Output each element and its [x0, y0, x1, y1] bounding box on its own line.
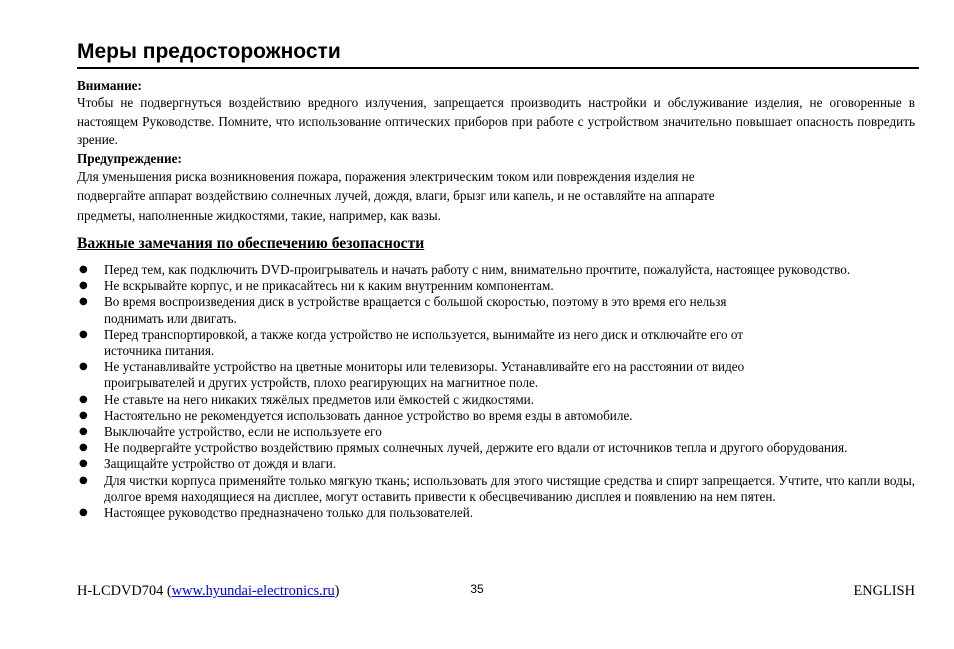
bullet-icon: ●: [79, 507, 88, 519]
document-body: [77, 77, 915, 521]
bullet-icon: ●: [79, 458, 88, 470]
list-item: [77, 505, 915, 521]
list-item-text: Перед транспортировкой, а также когда устройство не используется, вынимайте из него диск и отключайте его от источника питания.: [104, 326, 744, 359]
attention-heading: Внимание:: [77, 78, 142, 93]
website-link[interactable]: www.hyundai-electronics.ru: [171, 583, 335, 599]
warning-line: подвергайте аппарат воздействию солнечных лучей, дождя, влаги, брызг или капель, и не оставляйте на аппарате: [77, 188, 715, 203]
list-item-text: Не устанавливайте устройство на цветные мониторы или телевизоры. Устанавливайте его на расстоянии от видео проигрывателей и других устройств, плохо реагирующих на магнитное поле.: [104, 359, 745, 391]
bullet-icon: ●: [79, 264, 88, 275]
safety-section-title: Важные замечания по обеспечению безопасности: [77, 235, 425, 252]
list-item: [77, 473, 915, 505]
list-item: [77, 359, 915, 391]
bullet-icon: ●: [79, 426, 88, 438]
list-item-text: Для чистки корпуса применяйте только мягкую ткань; использовать для этого чистящие средства и спирт запрещается. Учтите, что капли воды, долгое время находящиеся на дисплее, могут оставить привести к обесцвечиванию дисплея и появлению на нем пятен.: [104, 472, 915, 504]
footer-model-text: H-LCDVD704 (: [77, 583, 172, 599]
safety-list: [77, 262, 915, 521]
page-title: Меры предосторожности: [77, 38, 919, 69]
list-item: [77, 294, 915, 326]
warning-text: [77, 167, 915, 226]
list-item: [77, 278, 915, 294]
list-item: [77, 262, 915, 278]
list-item-text: Перед тем, как подключить DVD-проигрыватель и начать работу с ним, внимательно прочтите, пожалуйста, настоящее руководство.: [104, 262, 851, 277]
list-item-text: Не ставьте на него никаких тяжёлых предметов или ёмкостей с жидкостями.: [104, 391, 535, 407]
warning-heading: Предупреждение:: [77, 150, 182, 166]
list-item-text: Выключайте устройство, если не используете его: [104, 424, 382, 440]
bullet-icon: ●: [79, 296, 88, 308]
bullet-icon: ●: [79, 393, 88, 405]
list-item-text: Во время воспроизведения диск в устройстве вращается с большой скоростью, поэтому в это время его нельзя поднимать или двигать.: [104, 294, 727, 326]
bullet-icon: ●: [79, 361, 88, 373]
bullet-icon: ●: [79, 409, 88, 421]
list-item-text: Защищайте устройство от дождя и влаги.: [104, 456, 337, 472]
footer-language: ENGLISH: [853, 583, 915, 599]
warning-line: Для уменьшения риска возникновения пожара, поражения электрическим током или повреждения изделия не: [77, 168, 695, 184]
warning-line: предметы, наполненные жидкостями, такие, например, как вазы.: [77, 207, 441, 223]
footer-model-close: ): [334, 583, 340, 599]
list-item: [77, 424, 915, 440]
bullet-icon: ●: [79, 442, 88, 454]
list-item-text: Не вскрывайте корпус, и не прикасайтесь ни к каким внутренним компонентам.: [104, 278, 554, 294]
attention-text: Чтобы не подвергнуться воздействию вредного излучения, запрещается производить настройки и обслуживание изделия, не оговоренные в настоящем Руководстве. Помните, что использование оптических приборов при работе с устройством значительно повышает опасность повредить зрение.: [77, 95, 915, 147]
page-number: 35: [470, 582, 484, 596]
list-item: [77, 327, 915, 359]
list-item: [77, 440, 915, 456]
list-item-text: Настоящее руководство предназначено только для пользователей.: [104, 505, 474, 521]
list-item: [77, 408, 915, 424]
list-item-text: Настоятельно не рекомендуется использовать данное устройство во время езды в автомобиле.: [104, 407, 633, 423]
list-item-text: Не подвергайте устройство воздействию прямых солнечных лучей, держите его вдали от источников тепла и другого оборудования.: [104, 440, 848, 456]
bullet-icon: ●: [79, 328, 88, 340]
list-item: [77, 392, 915, 408]
bullet-icon: ●: [79, 280, 88, 292]
list-item: [77, 456, 915, 472]
bullet-icon: ●: [79, 474, 88, 486]
